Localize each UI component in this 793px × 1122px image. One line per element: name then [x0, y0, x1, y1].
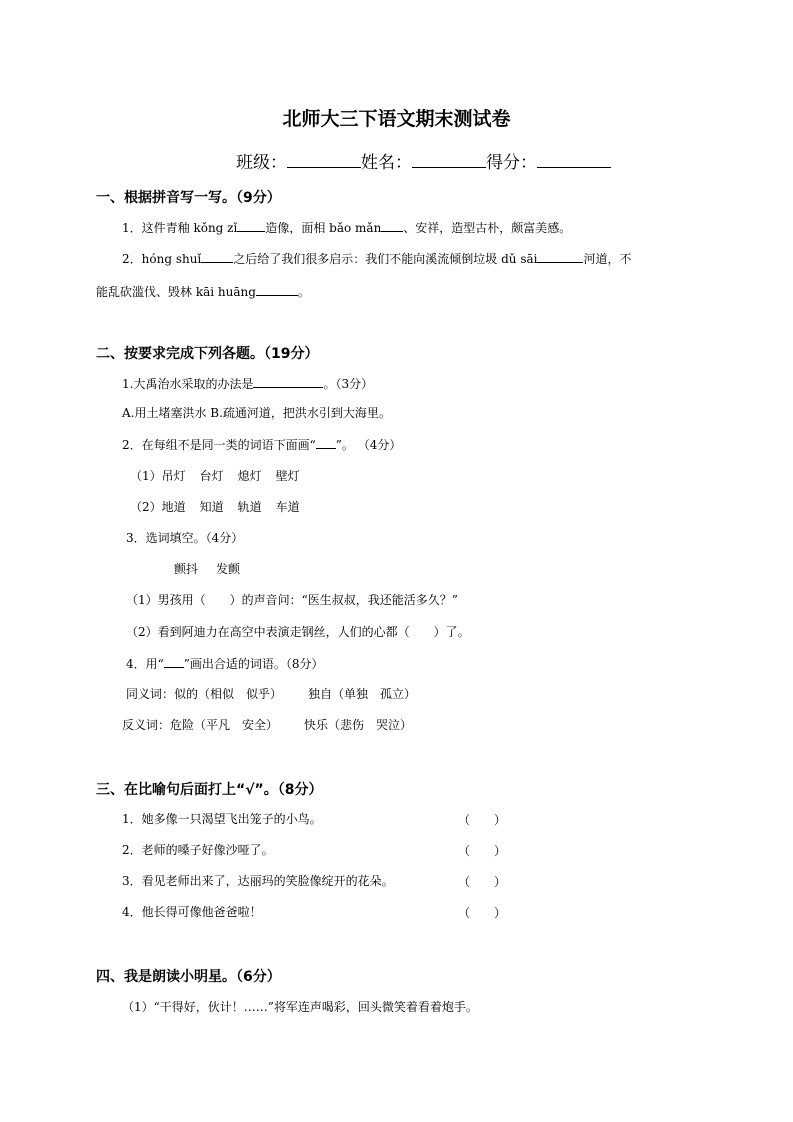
class-blank[interactable]: [287, 151, 361, 168]
s1-q1-blank-2[interactable]: [381, 219, 403, 232]
word[interactable]: （1）吊灯: [130, 469, 186, 483]
word[interactable]: 壁灯: [275, 469, 300, 483]
s1-q2-blank-2[interactable]: [537, 250, 583, 263]
name-blank[interactable]: [412, 151, 486, 168]
s3-item-2: 2．老师的嗓子好像沙哑了。: [122, 843, 274, 857]
s2-q1-blank[interactable]: [253, 375, 323, 388]
s1-q1: 1．这件青釉 kǒng zǐ 造像，面相 bǎo mǎn 、安祥，造型古朴，颇富美感。: [122, 221, 572, 235]
s2-q1-options: A.用土堵塞洪水 B.疏通河道，把洪水引到大海里。: [122, 406, 391, 420]
s2-q4: 4．用“ ”画出合适的词语。（8分）: [126, 657, 324, 671]
student-info-line: [236, 148, 611, 173]
section-4-heading: 四、我是朗读小明星。（6分）: [96, 969, 281, 985]
word[interactable]: 知道: [199, 500, 224, 514]
s2-q3-word-bank: [174, 561, 240, 577]
s2-q2-group-1: [130, 468, 300, 484]
score-blank[interactable]: [537, 151, 611, 168]
s2-q1: 1.大禹治水采取的办法是 。（3分）: [122, 377, 374, 391]
word[interactable]: 轨道: [237, 500, 262, 514]
s2-q2-underline-sample: [316, 436, 336, 449]
s3-item-3: 3．看见老师出来了，达丽玛的笑脸像绽开的花朵。: [122, 874, 394, 888]
word[interactable]: 台灯: [199, 469, 224, 483]
s2-q4-synonyms: 同义词：似的（相似 似乎） 独自（单独 孤立）: [126, 687, 417, 701]
s3-item-1: 1．她多像一只渴望飞出笼子的小鸟。: [122, 812, 322, 826]
section-3-heading: 三、在比喻句后面打上“√”。（8分）: [96, 782, 323, 798]
s2-q2-group-2: [130, 499, 300, 515]
word[interactable]: （2）地道: [130, 500, 186, 514]
s4-q1: （1）“干得好，伙计！……”将军连声喝彩，回头微笑着看着炮手。: [122, 1000, 478, 1014]
answer-parens[interactable]: （ ）: [458, 906, 507, 920]
s1-q2-blank-1[interactable]: [201, 250, 233, 263]
s1-q2-cont: 能乱砍滥伐、毁林 kāi huāng 。: [96, 285, 310, 299]
answer-parens[interactable]: （ ）: [458, 844, 507, 858]
word[interactable]: 熄灯: [237, 469, 262, 483]
page-title: 北师大三下语文期末测试卷: [282, 108, 511, 130]
section-2-heading: 二、按要求完成下列各题。（19分）: [96, 346, 319, 362]
s2-q2: 2．在每组不是同一类的词语下面画“ ”。 （4分）: [122, 438, 402, 452]
score-label: 得分：: [486, 153, 537, 173]
class-label: 班级：: [236, 153, 287, 173]
section-1-heading: 一、根据拼音写一写。（9分）: [96, 190, 281, 206]
s2-q3-sentence-1: （1）男孩用（ ）的声音问：“医生叔叔，我还能活多久？”: [126, 593, 458, 607]
answer-parens[interactable]: （ ）: [458, 813, 507, 827]
s3-item-4: 4．他长得可像他爸爸啦！: [122, 905, 262, 919]
name-label: 姓名：: [361, 153, 412, 173]
s2-q4-underline-sample: [164, 655, 184, 668]
word: 发颤: [216, 562, 241, 576]
s2-q4-antonyms: 反义词：危险（平凡 安全） 快乐（悲伤 哭泣）: [122, 718, 413, 732]
word[interactable]: 车道: [275, 500, 300, 514]
s1-q2-blank-3[interactable]: [256, 283, 298, 296]
s2-q3: 3．选词填空。（4分）: [126, 531, 244, 545]
answer-parens[interactable]: （ ）: [458, 875, 507, 889]
word: 颤抖: [174, 562, 199, 576]
s1-q1-blank-1[interactable]: [237, 219, 265, 232]
s2-q3-sentence-2: （2）看到阿迪力在高空中表演走钢丝，人们的心都（ ）了。: [126, 625, 470, 639]
s1-q2: 2．hóng shuǐ 之后给了我们很多启示：我们不能向溪流倾倒垃圾 dǔ sāi 河道，不: [122, 252, 632, 266]
